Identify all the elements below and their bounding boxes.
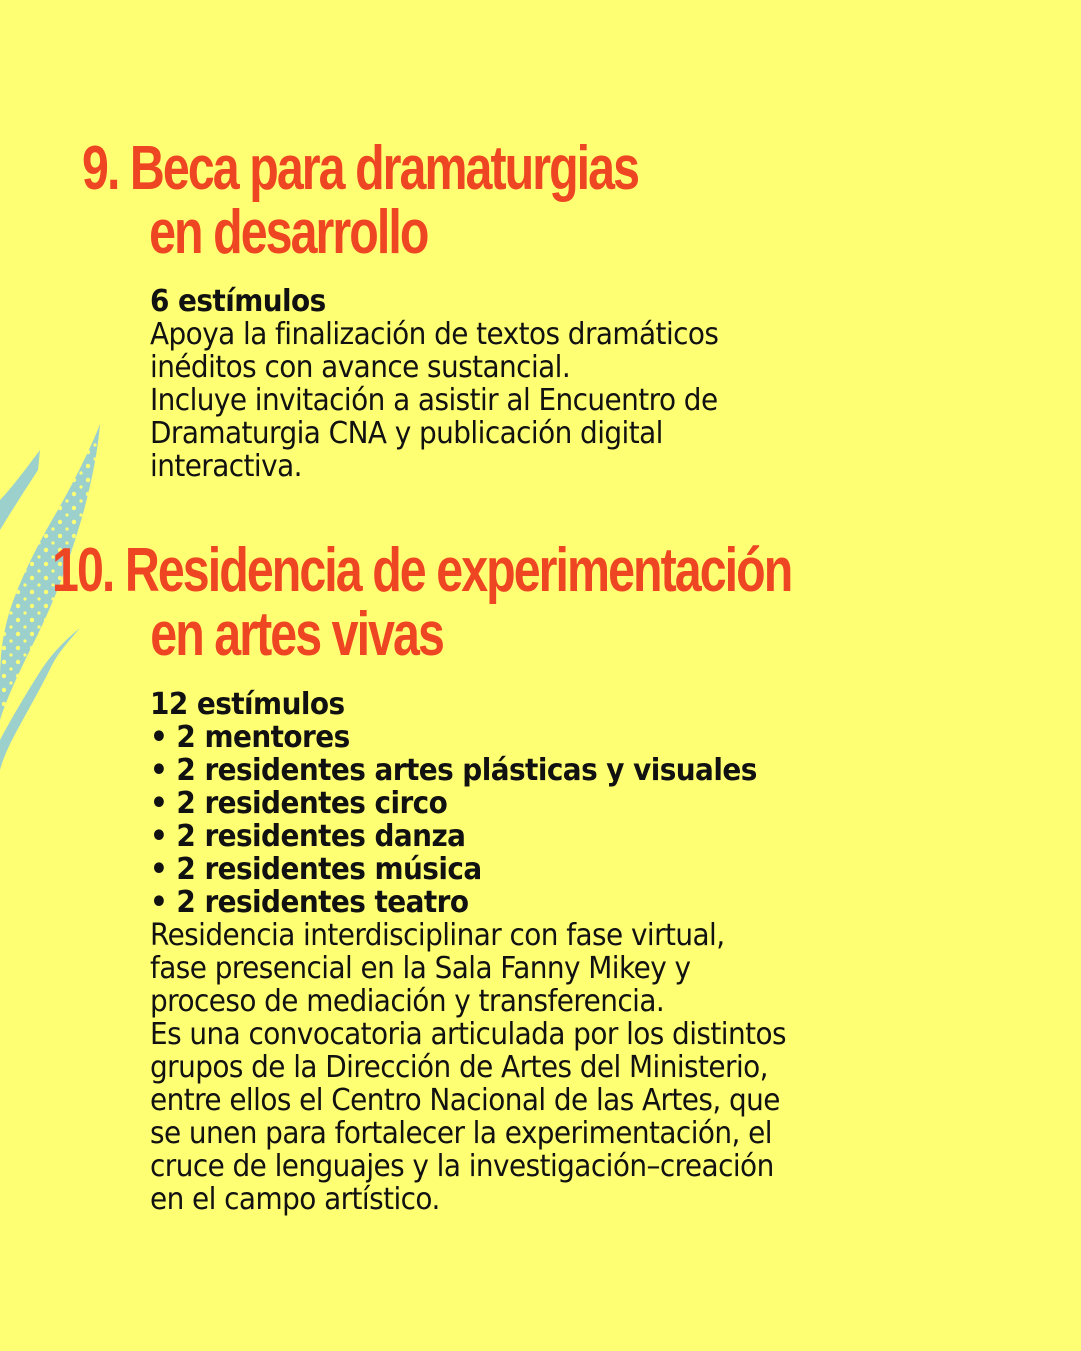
section-9-body (150, 285, 718, 483)
section-10-text-line: proceso de mediación y transferencia. (150, 984, 665, 1019)
section-9-title-line1: Beca para dramaturgias (129, 134, 639, 203)
section-9-title (82, 134, 639, 267)
section-10-text-line: se unen para fortalecer la experimentación, el (150, 1116, 772, 1151)
section-10-text-line: entre ellos el Centro Nacional de las Artes, que (150, 1083, 780, 1118)
leaf-decoration-icon (0, 0, 140, 800)
section-9-count: 6 estímulos (150, 284, 326, 319)
section-10-text-line: Es una convocatoria articulada por los distintos (150, 1017, 786, 1052)
section-9-text-line: Apoya la finalización de textos dramáticos (150, 317, 719, 352)
section-9-text-line: Incluye invitación a asistir al Encuentro de (150, 383, 718, 418)
section-9-text-line: inéditos con avance sustancial. (150, 350, 571, 385)
list-item: • 2 residentes circo (150, 786, 448, 821)
list-item: • 2 residentes teatro (150, 885, 469, 920)
section-10-title-line2: en artes vivas (150, 600, 443, 669)
section-10-text-line: grupos de la Dirección de Artes del Ministerio, (150, 1050, 768, 1085)
section-10-text-line: fase presencial en la Sala Fanny Mikey y (150, 951, 691, 986)
section-10-number: 10. (52, 536, 114, 605)
section-9-number: 9. (82, 134, 119, 203)
section-10-text-line: cruce de lenguajes y la investigación–creación (150, 1149, 774, 1184)
section-10-text-line: Residencia interdisciplinar con fase virtual, (150, 918, 725, 953)
section-10-text-line: en el campo artístico. (150, 1182, 440, 1217)
section-10-count: 12 estímulos (150, 687, 345, 722)
section-9-text-line: Dramaturgia CNA y publicación digital (150, 416, 663, 451)
section-9-title-line2: en desarrollo (149, 198, 428, 267)
list-item: • 2 residentes artes plásticas y visuales (150, 753, 757, 788)
list-item: • 2 mentores (150, 720, 350, 755)
section-9-text-line: interactiva. (150, 449, 302, 484)
section-10-title (52, 536, 792, 669)
list-item: • 2 residentes música (150, 852, 482, 887)
section-10-title-line1: Residencia de experimentación (124, 536, 792, 605)
list-item: • 2 residentes danza (150, 819, 466, 854)
section-10-body (150, 688, 786, 1216)
